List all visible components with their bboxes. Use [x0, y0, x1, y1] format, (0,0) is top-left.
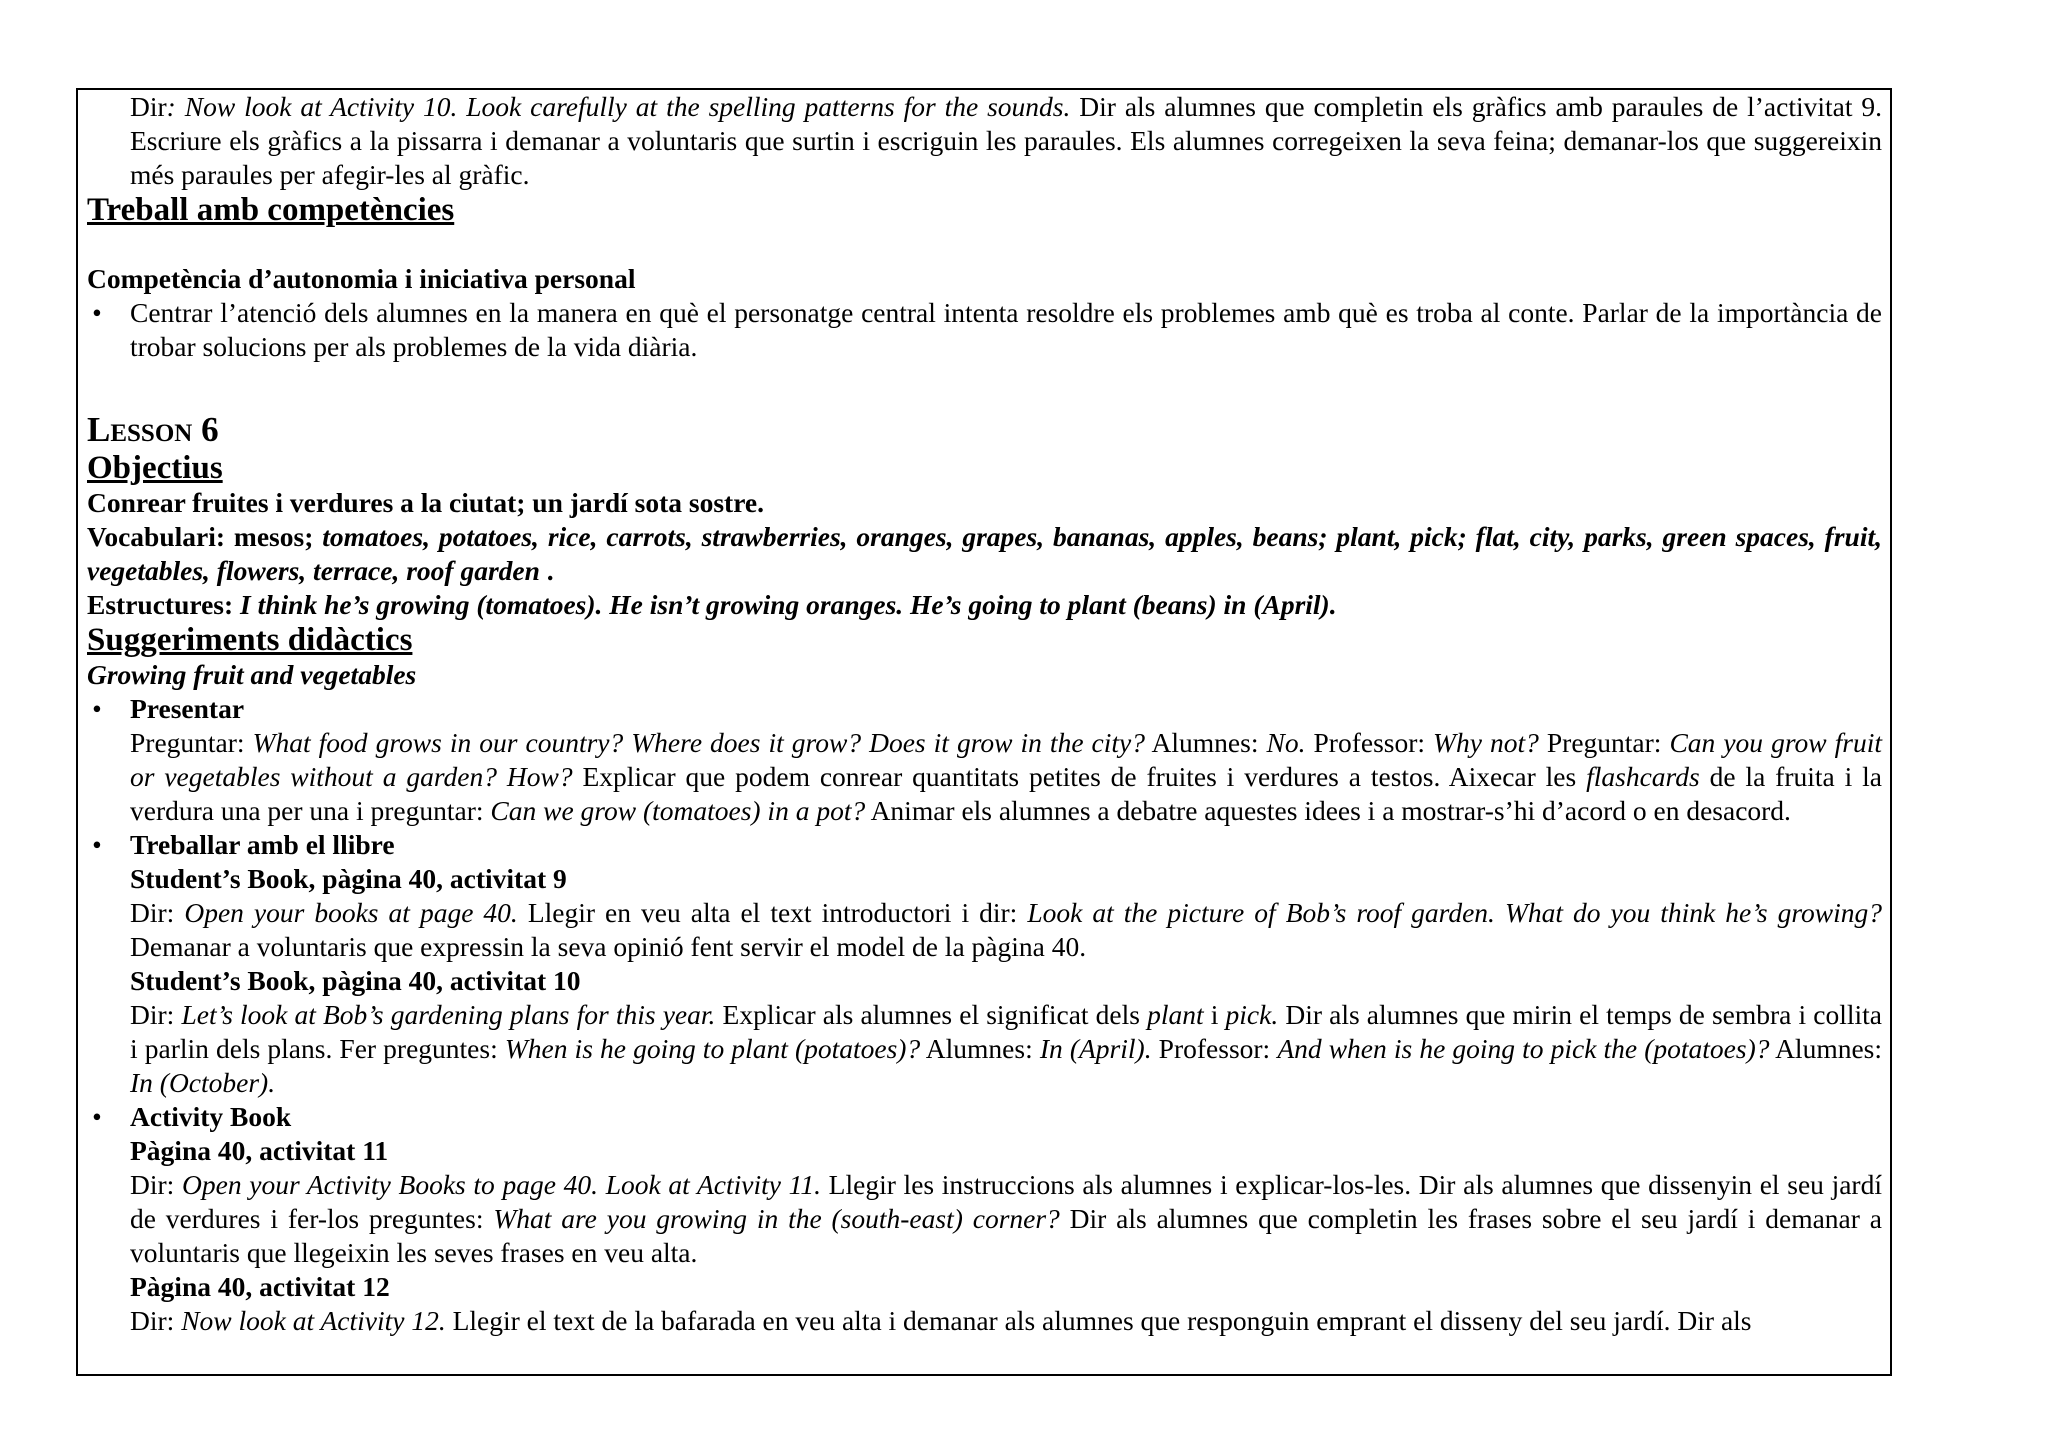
competencies-heading: Treball amb competències	[87, 192, 455, 228]
text-run: Llegir les instruccions als alumnes i explicar-los-les. Dir als alumnes que dissenyin el seu jardí de verdures i fer-los preguntes:	[130, 1169, 1882, 1234]
text-run: Alumnes:	[1769, 1033, 1883, 1064]
text-run: Demanar a voluntaris que expressin la seva opinió fent servir el model de la pàgina 40.	[130, 931, 1087, 962]
text-run: Alumnes:	[1145, 727, 1267, 758]
text-run: Dir:	[130, 1169, 182, 1200]
bullet-icon: •	[92, 297, 102, 328]
structures-items: I think he’s growing (tomatoes). He isn’t growing oranges. He’s going to plant (beans) in (April).	[233, 589, 1337, 620]
text-run: Preguntar:	[130, 727, 253, 758]
present-text	[130, 726, 1882, 828]
book-title: Treballar amb el llibre	[130, 829, 395, 860]
activity10-text	[130, 998, 1882, 1100]
activity12-title: Pàgina 40, activitat 12	[130, 1271, 390, 1302]
vocabulary-end: .	[539, 555, 554, 586]
structures-label: Estructures:	[87, 589, 234, 620]
text-run: Animar els alumnes a debatre aquestes idees i a mostrar-s’hi d’acord o en desacord.	[865, 795, 1791, 826]
text-run: Let’s look at Bob’s gardening plans for this year.	[181, 999, 716, 1030]
text-run: plant	[1147, 999, 1204, 1030]
text-run: Llegir en veu alta el text introductori i dir:	[517, 897, 1028, 928]
text-run: In (October).	[130, 1067, 276, 1098]
content-frame	[76, 88, 1892, 1376]
text-run: Explicar als alumnes el significat dels	[715, 999, 1148, 1030]
text-run: Dir als alumnes que completin els gràfics amb paraules de l’activitat 9. Escriure els gràfics a la pissarra i demanar a voluntaris que surtin i escriguin les paraules. Els alumnes corregeixen la seva feina; demanar-los que suggereixin més paraules per afegir-les al gràfic.	[130, 91, 1883, 190]
activity12-text	[130, 1304, 1882, 1338]
book-section	[87, 828, 1882, 1100]
text-run: When is he going to plant (potatoes)?	[504, 1033, 921, 1064]
present-section	[87, 692, 1882, 828]
text-run: Now look at Activity 12.	[181, 1305, 446, 1336]
text-run: de la fruita i la verdura una per una i preguntar:	[130, 761, 1882, 826]
text-run: flashcards	[1586, 761, 1700, 792]
text-run: Dir:	[130, 999, 182, 1030]
vocabulary-line	[87, 520, 1882, 588]
text-run: Alumnes:	[920, 1033, 1040, 1064]
bullet-icon: •	[92, 693, 102, 724]
objectives-line: Conrear fruites i verdures a la ciutat; un jardí sota sostre.	[87, 487, 764, 518]
text-run: Professor:	[1151, 1033, 1278, 1064]
text-run: Dir:	[130, 897, 185, 928]
bullet-icon: •	[92, 1101, 102, 1132]
competencies-bullet-text: Centrar l’atenció dels alumnes en la manera en què el personatge central intenta resoldre els problemes amb què es troba al conte. Parlar de la importància de trobar solucions per als problemes de la vida diària.	[130, 297, 1882, 362]
text-run: Open your Activity Books to page 40. Look at Activity 11.	[182, 1169, 821, 1200]
bullet-icon: •	[92, 829, 102, 860]
text-run: i	[1203, 999, 1226, 1030]
text-run: Dir als alumnes que completin les frases sobre el seu jardí i demanar a voluntaris que llegeixin les seves frases en veu alta.	[130, 1203, 1882, 1268]
text-run: Dir als alumnes que mirin el temps de sembra i collita i parlin dels plans. Fer preguntes:	[130, 999, 1883, 1064]
text-run: Preguntar:	[1538, 727, 1670, 758]
suggestions-subheading	[87, 658, 1882, 692]
lesson-label: Lesson	[87, 410, 193, 449]
activity9-text	[130, 896, 1882, 964]
competencies-subheading: Competència d’autonomia i iniciativa personal	[87, 263, 636, 294]
text-run: What are you growing in the (south-east) corner?	[493, 1203, 1060, 1234]
text-run: What food grows in our country? Where does it grow? Does it grow in the city?	[252, 727, 1146, 758]
activity11-title: Pàgina 40, activitat 11	[130, 1135, 389, 1166]
text-run: Why not?	[1433, 727, 1539, 758]
text-run: In (April).	[1039, 1033, 1152, 1064]
document-body	[87, 90, 1882, 1338]
activity-book-title: Activity Book	[130, 1101, 292, 1132]
vocabulary-plain: mesos;	[225, 521, 323, 552]
text-run: Look at the picture of Bob’s roof garden. What do you think he’s growing?	[1027, 897, 1882, 928]
suggestions-heading: Suggeriments didàctics	[87, 622, 413, 658]
text-run: Llegir el text de la bafarada en veu alta i demanar als alumnes que responguin emprant el disseny del seu jardí. Dir als	[445, 1305, 1752, 1336]
activity9-title: Student’s Book, pàgina 40, activitat 9	[130, 863, 567, 894]
lesson-number: 6	[201, 410, 219, 449]
text-run: pick.	[1225, 999, 1279, 1030]
text-run: No.	[1266, 727, 1306, 758]
text-run: Can you grow fruit or vegetables without a garden? How?	[130, 727, 1883, 792]
activity11-text	[130, 1168, 1882, 1270]
intro-paragraph	[87, 90, 1882, 192]
activity-book-section	[87, 1100, 1882, 1338]
text-run: Dir	[130, 91, 167, 122]
text-run: Professor:	[1305, 727, 1434, 758]
text-run: Dir:	[130, 1305, 182, 1336]
present-title: Presentar	[130, 693, 245, 724]
activity10-title: Student’s Book, pàgina 40, activitat 10	[130, 965, 581, 996]
lesson-title	[87, 410, 1882, 450]
vocabulary-items: tomatoes, potatoes, rice, carrots, strawberries, oranges, grapes, bananas, apples, beans; plant, pick; flat, city, parks, green spaces, fruit, vegetables, flowers, terrace, roof garden	[87, 521, 1882, 586]
text-run: : Now look at Activity 10. Look carefully at the spelling patterns for the sounds.	[166, 91, 1071, 122]
text-run: And when is he going to pick the (potatoes)?	[1277, 1033, 1770, 1064]
text-run: Explicar que podem conrear quantitats petites de fruites i verdures a testos. Aixecar les	[572, 761, 1587, 792]
objectives-heading: Objectius	[87, 450, 223, 486]
text-run: Open your books at page 40.	[184, 897, 518, 928]
text-run: Can we grow (tomatoes) in a pot?	[490, 795, 866, 826]
suggestions-subheading-text: Growing fruit and vegetables	[87, 659, 417, 690]
competencies-bullet	[87, 296, 1882, 364]
structures-line	[87, 588, 1882, 622]
vocabulary-label: Vocabulari:	[87, 521, 226, 552]
